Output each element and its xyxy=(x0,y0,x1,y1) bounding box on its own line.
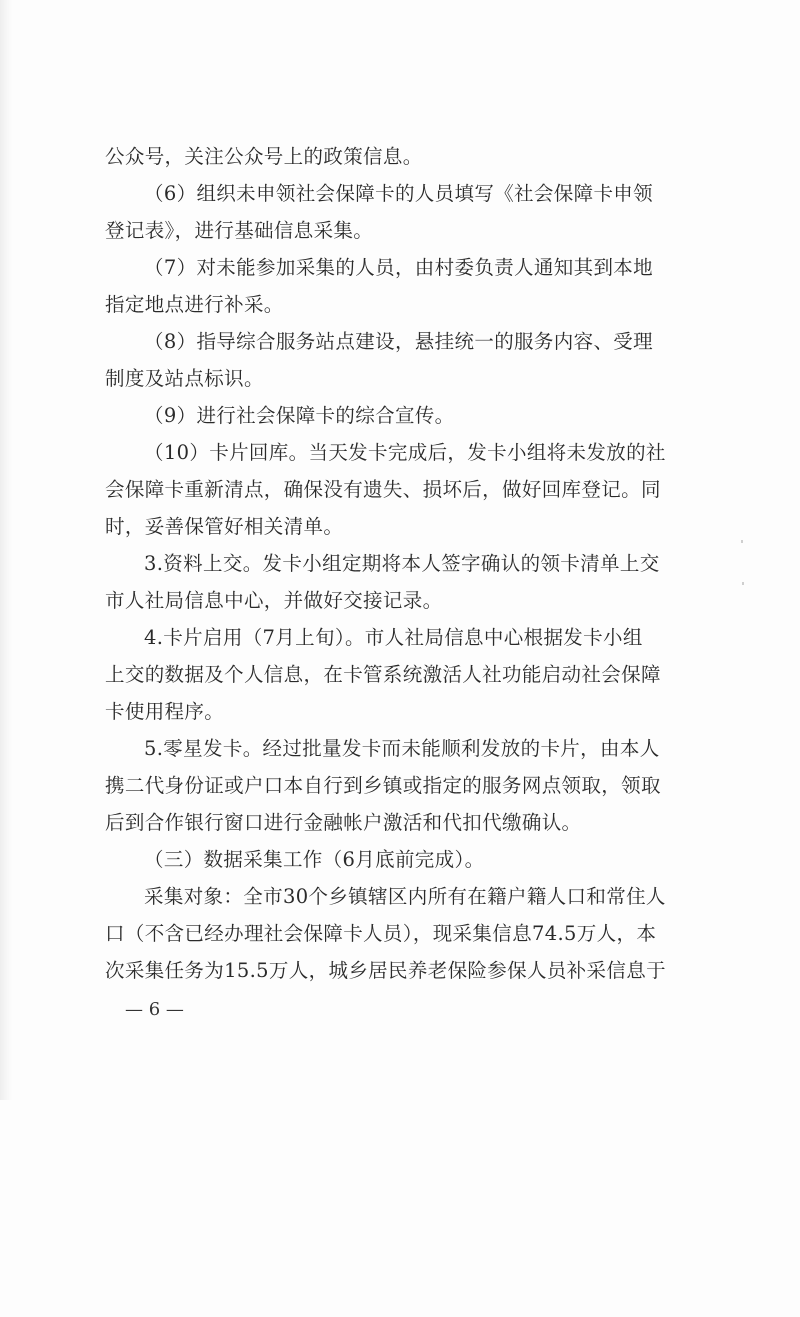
paragraph xyxy=(105,545,685,619)
scan-speck xyxy=(742,582,744,585)
paragraph xyxy=(105,175,685,249)
scan-edge-shadow xyxy=(0,0,12,1100)
text-line: （7）对未能参加采集的人员，由村委负责人通知其到本地 xyxy=(144,256,654,279)
text-line: 口（不含已经办理社会保障卡人员），现采集信息74.5万人，本 xyxy=(105,922,657,945)
text-line: （三）数据采集工作（6月底前完成）。 xyxy=(144,848,485,871)
text-line: 卡使用程序。 xyxy=(105,700,225,723)
text-line: 登记表》，进行基础信息采集。 xyxy=(105,219,374,242)
text-line: 上交的数据及个人信息，在卡管系统激活人社功能启动社会保障 xyxy=(105,663,661,686)
text-line: （9）进行社会保障卡的综合宣传。 xyxy=(144,404,455,427)
paragraph xyxy=(105,730,685,841)
paragraph xyxy=(105,841,685,878)
text-line: 4.卡片启用（7月上旬）。市人社局信息中心根据发卡小组 xyxy=(144,626,643,649)
text-line: 指定地点进行补采。 xyxy=(105,293,284,316)
text-line: 采集对象：全市30个乡镇辖区内所有在籍户籍人口和常住人 xyxy=(144,885,666,908)
scan-speck xyxy=(741,540,743,543)
paragraph xyxy=(105,138,685,175)
text-line: 制度及站点标识。 xyxy=(105,367,264,390)
paragraph xyxy=(105,878,685,989)
paragraph xyxy=(105,619,685,730)
text-line: 5.零星发卡。经过批量发卡而未能顺利发放的卡片，由本人 xyxy=(144,737,660,760)
text-line: （6）组织未申领社会保障卡的人员填写《社会保障卡申领 xyxy=(144,182,654,205)
text-line: （10）卡片回库。当天发卡完成后，发卡小组将未发放的社 xyxy=(144,441,666,464)
text-line: 市人社局信息中心，并做好交接记录。 xyxy=(105,589,443,612)
text-line: 后到合作银行窗口进行金融帐户激活和代扣代缴确认。 xyxy=(105,811,582,834)
text-line: 会保障卡重新清点，确保没有遗失、损坏后，做好回库登记。同 xyxy=(105,478,661,501)
text-line: （8）指导综合服务站点建设，悬挂统一的服务内容、受理 xyxy=(144,330,654,353)
text-line: 次采集任务为15.5万人，城乡居民养老保险参保人员补采信息于 xyxy=(105,959,666,982)
paragraph xyxy=(105,434,685,545)
text-line: 3.资料上交。发卡小组定期将本人签字确认的领卡清单上交 xyxy=(144,552,660,575)
text-line: 公众号，关注公众号上的政策信息。 xyxy=(105,145,423,168)
text-line: 携二代身份证或户口本自行到乡镇或指定的服务网点领取，领取 xyxy=(105,774,661,797)
page-number: — 6 — xyxy=(125,999,184,1020)
paragraph xyxy=(105,323,685,397)
document-body xyxy=(105,138,685,989)
text-line: 时，妥善保管好相关清单。 xyxy=(105,515,344,538)
paragraph xyxy=(105,397,685,434)
paragraph xyxy=(105,249,685,323)
